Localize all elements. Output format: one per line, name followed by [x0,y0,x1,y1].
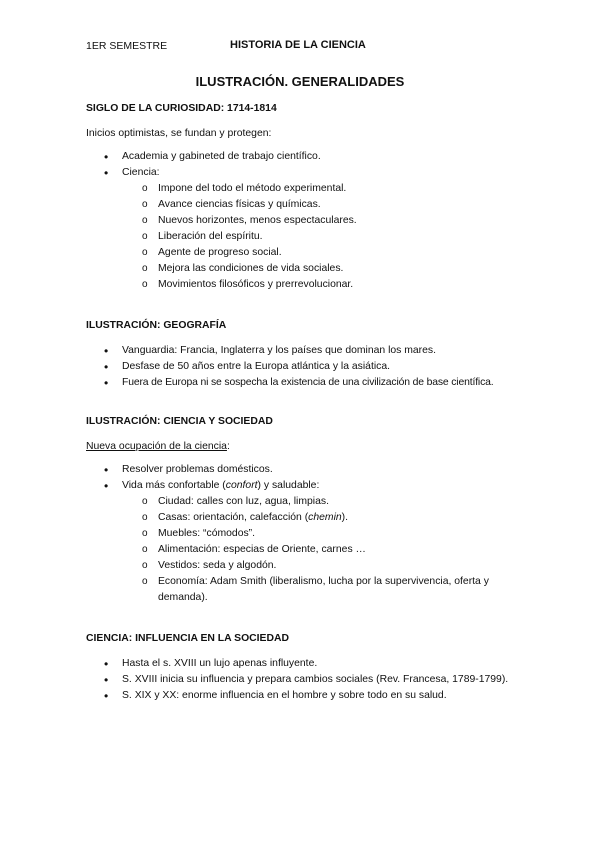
sub-list-item: o Movimientos filosóficos y prerrevolucionar. [86,277,526,293]
sub-list-item-text-end: ). [341,512,349,523]
list-item: • S. XIX y XX: enorme influencia en el hombre y sobre todo en su salud. [86,688,526,704]
sub-list-item: o Impone del todo el método experimental. [86,181,526,197]
list-item-emphasis: confort [225,480,258,491]
sub-list-item: o Nuevos horizontes, menos espectaculares. [86,213,526,229]
sub-list-item: o Alimentación: especias de Oriente, carnes … [86,542,526,558]
list-item: • Hasta el s. XVIII un lujo apenas influyente. [86,656,526,672]
section-heading: ILUSTRACIÓN: GEOGRAFÍA [86,320,227,331]
list-item-text-end: ) y saludable: [257,480,320,491]
section-heading: CIENCIA: INFLUENCIA EN LA SOCIEDAD [86,633,290,644]
sub-list-item: o Avance ciencias físicas y químicas. [86,197,526,213]
list-item [86,478,526,606]
sub-list-item: o Ciudad: calles con luz, agua, limpias. [86,494,526,510]
header-semester: 1ER SEMESTRE [86,40,168,52]
bullet-list [86,343,526,391]
sub-list-item: o Economía: Adam Smith (liberalismo, lucha por la supervivencia, oferta y demanda). [86,574,526,606]
bullet-list [86,656,526,704]
section-intro: Inicios optimistas, se fundan y protegen: [86,128,272,139]
sub-list-item-emphasis: chemin [308,512,342,523]
section-ciencia-sociedad [86,414,526,606]
page-title: ILUSTRACIÓN. GENERALIDADES [195,74,405,89]
list-item-label: Ciencia: [122,167,160,178]
sub-list [86,494,526,606]
list-item: • S. XVIII inicia su influencia y prepara cambios sociales (Rev. Francesa, 1789-1799). [86,672,526,688]
bullet-list [86,462,526,606]
list-item-text: Vida más confortable ( [122,480,226,491]
section-influencia-sociedad [86,631,526,704]
list-item: • Desfase de 50 años entre la Europa atlántica y la asiática. [86,359,526,375]
list-item: • Fuera de Europa ni se sospecha la existencia de una civilización de base científica. [86,375,526,391]
sub-list-item: o Mejora las condiciones de vida sociales. [86,261,526,277]
sub-list-item: o Muebles: “cómodos”. [86,526,526,542]
bullet-list [86,149,526,293]
section-geografia [86,318,526,391]
list-item: • Vanguardia: Francia, Inglaterra y los países que dominan los mares. [86,343,526,359]
header-course-title: HISTORIA DE LA CIENCIA [230,39,366,51]
list-item: • Resolver problemas domésticos. [86,462,526,478]
list-item [86,165,526,293]
section-intro [86,439,526,455]
sub-list-item: o Vestidos: seda y algodón. [86,558,526,574]
section-siglo-curiosidad [86,101,526,293]
sub-list-item: o Agente de progreso social. [86,245,526,261]
sub-list-item-text: Casas: orientación, calefacción ( [158,512,309,523]
sub-list-item: o Liberación del espíritu. [86,229,526,245]
section-intro-suffix: : [226,441,230,452]
section-heading: SIGLO DE LA CURIOSIDAD: 1714-1814 [86,103,277,114]
list-item: • Academia y gabineted de trabajo científico. [86,149,526,165]
sub-list-item [86,510,526,526]
section-intro-underlined: Nueva ocupación de la ciencia [86,441,227,452]
list-item-label [122,480,319,491]
sub-list [86,181,526,293]
section-heading: ILUSTRACIÓN: CIENCIA Y SOCIEDAD [86,416,273,427]
